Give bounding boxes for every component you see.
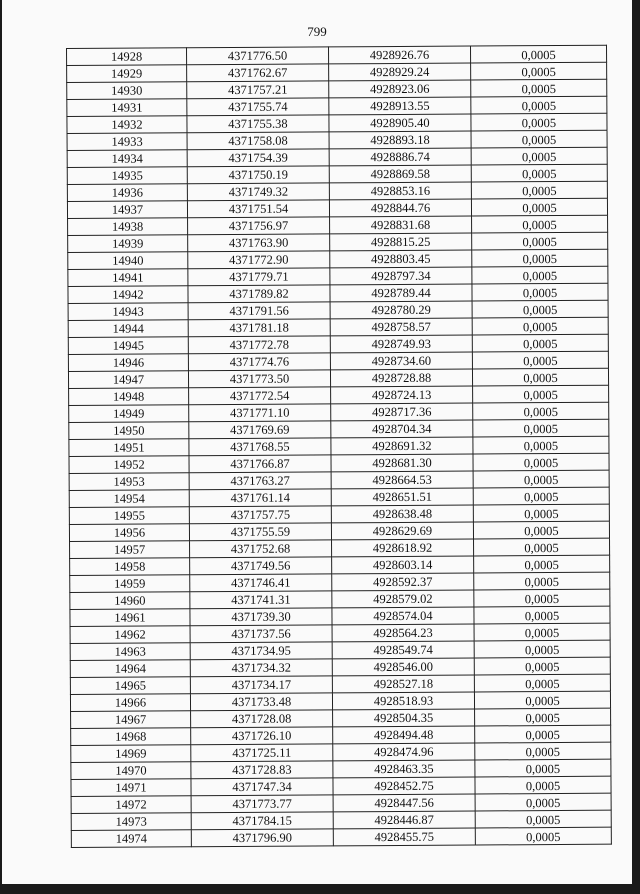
y-coordinate-cell: 4928618.92 xyxy=(332,539,474,557)
value-cell: 0,0005 xyxy=(473,470,609,488)
y-coordinate-cell: 4928758.57 xyxy=(330,318,472,336)
x-coordinate-cell: 4371757.21 xyxy=(187,81,329,99)
value-cell: 0,0005 xyxy=(474,691,610,709)
y-coordinate-cell: 4928463.35 xyxy=(333,760,475,778)
x-coordinate-cell: 4371752.68 xyxy=(190,540,332,558)
y-coordinate-cell: 4928504.35 xyxy=(333,709,475,727)
x-coordinate-cell: 4371769.69 xyxy=(189,421,331,439)
y-coordinate-cell: 4928455.75 xyxy=(333,828,475,846)
value-cell: 0,0005 xyxy=(474,657,610,675)
x-coordinate-cell: 4371728.08 xyxy=(191,710,333,728)
y-coordinate-cell: 4928452.75 xyxy=(333,777,475,795)
y-coordinate-cell: 4928728.88 xyxy=(330,369,472,387)
y-coordinate-cell: 4928734.60 xyxy=(330,352,472,370)
point-number-cell: 14957 xyxy=(70,541,190,559)
point-number-cell: 14947 xyxy=(68,371,188,389)
y-coordinate-cell: 4928691.32 xyxy=(331,437,473,455)
point-number-cell: 14929 xyxy=(67,65,187,83)
y-coordinate-cell: 4928704.34 xyxy=(331,420,473,438)
x-coordinate-cell: 4371771.10 xyxy=(189,404,331,422)
point-number-cell: 14950 xyxy=(69,422,189,440)
y-coordinate-cell: 4928815.25 xyxy=(330,233,472,251)
y-coordinate-cell: 4928681.30 xyxy=(331,454,473,472)
y-coordinate-cell: 4928546.00 xyxy=(332,658,474,676)
value-cell: 0,0005 xyxy=(475,742,611,760)
x-coordinate-cell: 4371728.83 xyxy=(191,761,333,779)
value-cell: 0,0005 xyxy=(472,232,608,250)
value-cell: 0,0005 xyxy=(474,538,610,556)
point-number-cell: 14972 xyxy=(71,796,191,814)
x-coordinate-cell: 4371755.59 xyxy=(189,523,331,541)
x-coordinate-cell: 4371733.48 xyxy=(190,693,332,711)
point-number-cell: 14961 xyxy=(70,609,190,627)
point-number-cell: 14951 xyxy=(69,439,189,457)
value-cell: 0,0005 xyxy=(475,776,611,794)
document-page xyxy=(2,0,632,884)
x-coordinate-cell: 4371761.14 xyxy=(189,489,331,507)
x-coordinate-cell: 4371762.67 xyxy=(187,64,329,82)
point-number-cell: 14968 xyxy=(71,728,191,746)
value-cell: 0,0005 xyxy=(471,164,607,182)
x-coordinate-cell: 4371746.41 xyxy=(190,574,332,592)
value-cell: 0,0005 xyxy=(475,793,611,811)
x-coordinate-cell: 4371766.87 xyxy=(189,455,331,473)
x-coordinate-cell: 4371749.32 xyxy=(187,183,329,201)
point-number-cell: 14973 xyxy=(71,813,191,831)
y-coordinate-cell: 4928926.76 xyxy=(328,46,470,64)
y-coordinate-cell: 4928853.16 xyxy=(329,182,471,200)
value-cell: 0,0005 xyxy=(475,810,611,828)
point-number-cell: 14932 xyxy=(67,116,187,134)
value-cell: 0,0005 xyxy=(471,113,607,131)
value-cell: 0,0005 xyxy=(472,334,608,352)
point-number-cell: 14942 xyxy=(68,286,188,304)
x-coordinate-cell: 4371734.17 xyxy=(190,676,332,694)
point-number-cell: 14935 xyxy=(67,167,187,185)
value-cell: 0,0005 xyxy=(474,606,610,624)
point-number-cell: 14949 xyxy=(69,405,189,423)
y-coordinate-cell: 4928651.51 xyxy=(331,488,473,506)
coordinates-table-body xyxy=(67,45,612,847)
x-coordinate-cell: 4371774.76 xyxy=(188,353,330,371)
y-coordinate-cell: 4928638.48 xyxy=(331,505,473,523)
x-coordinate-cell: 4371741.31 xyxy=(190,591,332,609)
x-coordinate-cell: 4371756.97 xyxy=(188,217,330,235)
point-number-cell: 14946 xyxy=(68,354,188,372)
value-cell: 0,0005 xyxy=(471,79,607,97)
value-cell: 0,0005 xyxy=(472,283,608,301)
value-cell: 0,0005 xyxy=(474,674,610,692)
x-coordinate-cell: 4371749.56 xyxy=(190,557,332,575)
point-number-cell: 14962 xyxy=(70,626,190,644)
point-number-cell: 14930 xyxy=(67,82,187,100)
value-cell: 0,0005 xyxy=(471,147,607,165)
y-coordinate-cell: 4928494.48 xyxy=(333,726,475,744)
x-coordinate-cell: 4371739.30 xyxy=(190,608,332,626)
x-coordinate-cell: 4371781.18 xyxy=(188,319,330,337)
y-coordinate-cell: 4928474.96 xyxy=(333,743,475,761)
value-cell: 0,0005 xyxy=(471,181,607,199)
x-coordinate-cell: 4371796.90 xyxy=(191,829,333,847)
x-coordinate-cell: 4371750.19 xyxy=(187,166,329,184)
x-coordinate-cell: 4371726.10 xyxy=(191,727,333,745)
x-coordinate-cell: 4371737.56 xyxy=(190,625,332,643)
value-cell: 0,0005 xyxy=(471,96,607,114)
y-coordinate-cell: 4928797.34 xyxy=(330,267,472,285)
value-cell: 0,0005 xyxy=(474,623,610,641)
y-coordinate-cell: 4928549.74 xyxy=(332,641,474,659)
value-cell: 0,0005 xyxy=(475,827,611,845)
x-coordinate-cell: 4371768.55 xyxy=(189,438,331,456)
value-cell: 0,0005 xyxy=(473,385,609,403)
point-number-cell: 14965 xyxy=(70,677,190,695)
x-coordinate-cell: 4371784.15 xyxy=(191,812,333,830)
value-cell: 0,0005 xyxy=(471,130,607,148)
y-coordinate-cell: 4928664.53 xyxy=(331,471,473,489)
point-number-cell: 14954 xyxy=(69,490,189,508)
point-number-cell: 14933 xyxy=(67,133,187,151)
value-cell: 0,0005 xyxy=(475,725,611,743)
x-coordinate-cell: 4371779.71 xyxy=(188,268,330,286)
y-coordinate-cell: 4928749.93 xyxy=(330,335,472,353)
value-cell: 0,0005 xyxy=(474,572,610,590)
point-number-cell: 14940 xyxy=(68,252,188,270)
x-coordinate-cell: 4371734.95 xyxy=(190,642,332,660)
point-number-cell: 14966 xyxy=(70,694,190,712)
x-coordinate-cell: 4371734.32 xyxy=(190,659,332,677)
value-cell: 0,0005 xyxy=(472,266,608,284)
x-coordinate-cell: 4371755.38 xyxy=(187,115,329,133)
x-coordinate-cell: 4371772.78 xyxy=(188,336,330,354)
y-coordinate-cell: 4928803.45 xyxy=(330,250,472,268)
point-number-cell: 14971 xyxy=(71,779,191,797)
value-cell: 0,0005 xyxy=(475,759,611,777)
point-number-cell: 14952 xyxy=(69,456,189,474)
x-coordinate-cell: 4371776.50 xyxy=(187,47,329,65)
y-coordinate-cell: 4928518.93 xyxy=(332,692,474,710)
y-coordinate-cell: 4928893.18 xyxy=(329,131,471,149)
y-coordinate-cell: 4928913.55 xyxy=(329,97,471,115)
value-cell: 0,0005 xyxy=(474,640,610,658)
x-coordinate-cell: 4371754.39 xyxy=(187,149,329,167)
point-number-cell: 14963 xyxy=(70,643,190,661)
value-cell: 0,0005 xyxy=(473,487,609,505)
x-coordinate-cell: 4371789.82 xyxy=(188,285,330,303)
point-number-cell: 14937 xyxy=(67,201,187,219)
y-coordinate-cell: 4928886.74 xyxy=(329,148,471,166)
value-cell: 0,0005 xyxy=(473,453,609,471)
y-coordinate-cell: 4928717.36 xyxy=(331,403,473,421)
value-cell: 0,0005 xyxy=(472,249,608,267)
y-coordinate-cell: 4928780.29 xyxy=(330,301,472,319)
y-coordinate-cell: 4928446.87 xyxy=(333,811,475,829)
y-coordinate-cell: 4928905.40 xyxy=(329,114,471,132)
point-number-cell: 14948 xyxy=(69,388,189,406)
value-cell: 0,0005 xyxy=(475,708,611,726)
value-cell: 0,0005 xyxy=(472,368,608,386)
y-coordinate-cell: 4928527.18 xyxy=(332,675,474,693)
value-cell: 0,0005 xyxy=(472,215,608,233)
coordinates-table-wrapper xyxy=(66,45,612,848)
y-coordinate-cell: 4928603.14 xyxy=(332,556,474,574)
x-coordinate-cell: 4371758.08 xyxy=(187,132,329,150)
value-cell: 0,0005 xyxy=(473,402,609,420)
value-cell: 0,0005 xyxy=(474,589,610,607)
point-number-cell: 14953 xyxy=(69,473,189,491)
value-cell: 0,0005 xyxy=(471,198,607,216)
x-coordinate-cell: 4371751.54 xyxy=(187,200,329,218)
point-number-cell: 14958 xyxy=(70,558,190,576)
point-number-cell: 14936 xyxy=(67,184,187,202)
x-coordinate-cell: 4371772.54 xyxy=(189,387,331,405)
y-coordinate-cell: 4928789.44 xyxy=(330,284,472,302)
y-coordinate-cell: 4928831.68 xyxy=(330,216,472,234)
point-number-cell: 14967 xyxy=(71,711,191,729)
point-number-cell: 14938 xyxy=(68,218,188,236)
x-coordinate-cell: 4371747.34 xyxy=(191,778,333,796)
point-number-cell: 14941 xyxy=(68,269,188,287)
y-coordinate-cell: 4928844.76 xyxy=(329,199,471,217)
y-coordinate-cell: 4928724.13 xyxy=(331,386,473,404)
point-number-cell: 14974 xyxy=(71,830,191,848)
point-number-cell: 14934 xyxy=(67,150,187,168)
point-number-cell: 14956 xyxy=(69,524,189,542)
y-coordinate-cell: 4928579.02 xyxy=(332,590,474,608)
point-number-cell: 14970 xyxy=(71,762,191,780)
x-coordinate-cell: 4371763.27 xyxy=(189,472,331,490)
y-coordinate-cell: 4928574.04 xyxy=(332,607,474,625)
x-coordinate-cell: 4371791.56 xyxy=(188,302,330,320)
value-cell: 0,0005 xyxy=(473,521,609,539)
point-number-cell: 14964 xyxy=(70,660,190,678)
y-coordinate-cell: 4928592.37 xyxy=(332,573,474,591)
value-cell: 0,0005 xyxy=(470,45,606,63)
point-number-cell: 14945 xyxy=(68,337,188,355)
point-number-cell: 14931 xyxy=(67,99,187,117)
point-number-cell: 14939 xyxy=(68,235,188,253)
value-cell: 0,0005 xyxy=(472,317,608,335)
x-coordinate-cell: 4371755.74 xyxy=(187,98,329,116)
point-number-cell: 14944 xyxy=(68,320,188,338)
y-coordinate-cell: 4928923.06 xyxy=(329,80,471,98)
y-coordinate-cell: 4928564.23 xyxy=(332,624,474,642)
page-number: 799 xyxy=(307,24,327,39)
value-cell: 0,0005 xyxy=(473,419,609,437)
y-coordinate-cell: 4928629.69 xyxy=(331,522,473,540)
value-cell: 0,0005 xyxy=(473,436,609,454)
value-cell: 0,0005 xyxy=(472,351,608,369)
x-coordinate-cell: 4371772.90 xyxy=(188,251,330,269)
x-coordinate-cell: 4371725.11 xyxy=(191,744,333,762)
value-cell: 0,0005 xyxy=(471,62,607,80)
point-number-cell: 14955 xyxy=(69,507,189,525)
x-coordinate-cell: 4371763.90 xyxy=(188,234,330,252)
point-number-cell: 14969 xyxy=(71,745,191,763)
table-row xyxy=(71,827,611,847)
x-coordinate-cell: 4371773.77 xyxy=(191,795,333,813)
value-cell: 0,0005 xyxy=(473,504,609,522)
point-number-cell: 14928 xyxy=(67,48,187,66)
y-coordinate-cell: 4928929.24 xyxy=(329,63,471,81)
point-number-cell: 14943 xyxy=(68,303,188,321)
y-coordinate-cell: 4928447.56 xyxy=(333,794,475,812)
x-coordinate-cell: 4371773.50 xyxy=(188,370,330,388)
y-coordinate-cell: 4928869.58 xyxy=(329,165,471,183)
point-number-cell: 14960 xyxy=(70,592,190,610)
point-number-cell: 14959 xyxy=(70,575,190,593)
x-coordinate-cell: 4371757.75 xyxy=(189,506,331,524)
value-cell: 0,0005 xyxy=(474,555,610,573)
value-cell: 0,0005 xyxy=(472,300,608,318)
coordinates-table xyxy=(66,45,612,848)
